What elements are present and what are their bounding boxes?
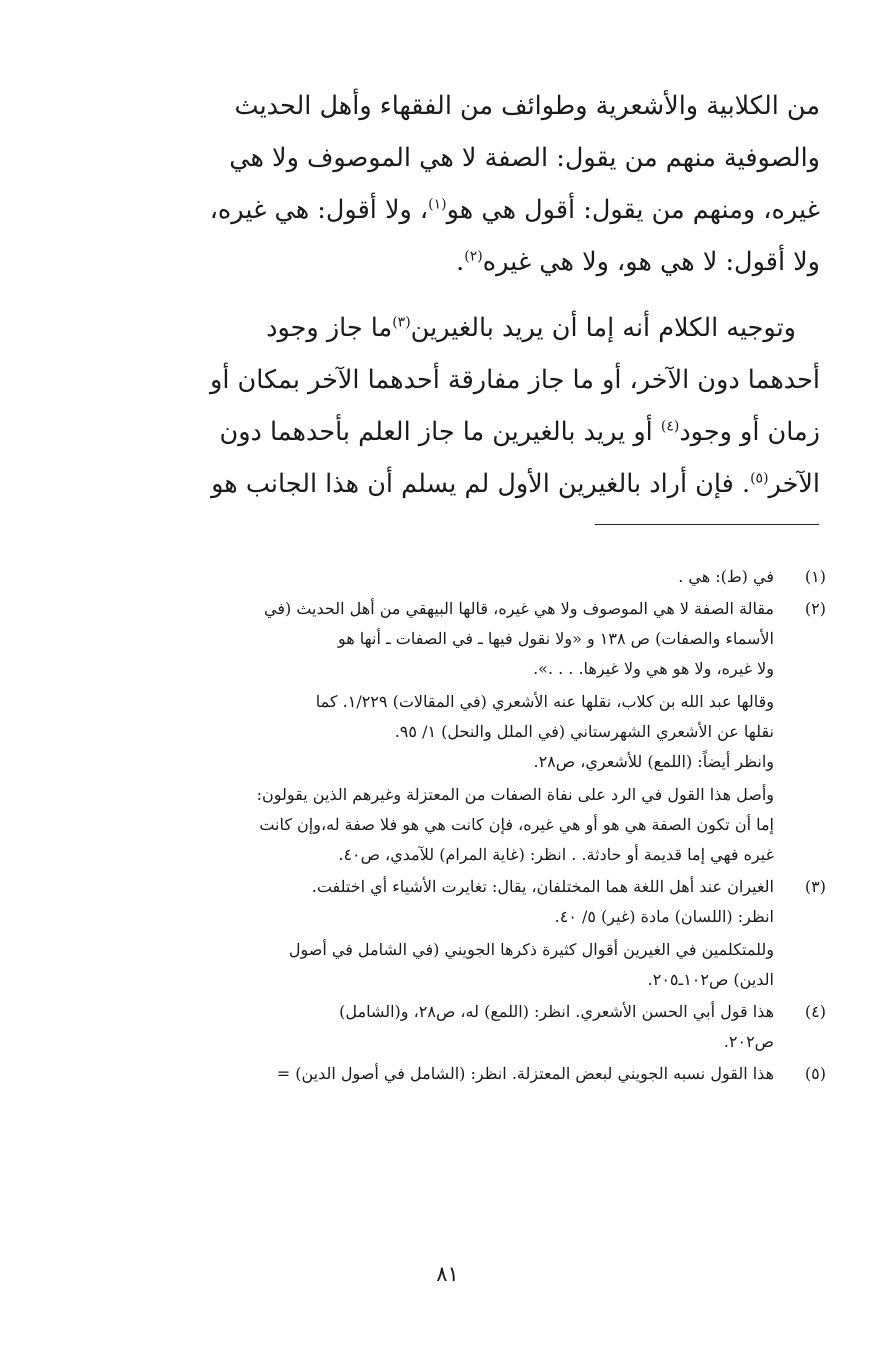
footnote-ref-2[interactable]: (٢)	[464, 248, 483, 265]
page-number: ٨١	[436, 1262, 459, 1286]
footnote-line: هذا القول نسبه الجويني لبعض المعتزلة. انظر: (الشامل في أصول الدين) =	[276, 1064, 774, 1083]
footnote-number: (٣)	[804, 877, 826, 896]
footnote-line: الأسماء والصفات) ص ١٣٨ و «ولا نقول فيها ـ في الصفات ـ أنها هو	[337, 629, 774, 648]
footnote-line: مقالة الصفة لا هي الموصوف ولا هي غيره، قالها البيهقي من أهل الحديث (في	[264, 599, 774, 618]
main-line: الآخر	[768, 469, 820, 499]
main-line: ولا أقول: لا هي هو، ولا هي غيره	[482, 247, 820, 277]
main-text	[148, 80, 820, 510]
footnote-ref-1[interactable]: (١)	[428, 196, 447, 213]
main-paragraph-1	[148, 80, 820, 288]
footnotes	[148, 562, 826, 1091]
footnote-number: (١)	[804, 567, 826, 586]
footnote-number: (٢)	[804, 599, 826, 618]
footnote-line: وانظر أيضاً: (اللمع) للأشعري، ص٢٨.	[533, 752, 774, 771]
main-line: أو يريد بالغيرين ما جاز العلم بأحدهما دون	[219, 417, 661, 447]
main-line: والصوفية منهم من يقول: الصفة لا هي الموصوف ولا هي	[229, 143, 820, 173]
main-line: . فإن أراد بالغيرين الأول لم يسلم أن هذا الجانب هو	[211, 469, 751, 499]
footnote-3	[148, 872, 826, 995]
footnote-line: وقالها عبد الله بن كلاب، نقلها عنه الأشعري (في المقالات) ١/٢٢٩. كما	[315, 692, 774, 711]
footnote-ref-4[interactable]: (٤)	[660, 418, 680, 435]
footnote-4	[148, 997, 826, 1057]
footnote-ref-3[interactable]: (٣)	[392, 314, 411, 331]
footnote-1	[148, 562, 826, 592]
footnote-line: انظر: (اللسان) مادة (غير) ٥/ ٤٠.	[554, 907, 774, 926]
footnote-5	[148, 1059, 826, 1089]
main-paragraph-2	[148, 302, 820, 510]
footnote-line: في (ط): هي .	[678, 567, 774, 586]
footnote-ref-5[interactable]: (٥)	[750, 470, 769, 487]
footnote-line: نقلها عن الأشعري الشهرستاني (في الملل والنحل) ١/ ٩٥.	[394, 722, 774, 741]
main-line: وتوجيه الكلام أنه إما أن يريد بالغيرين	[410, 313, 796, 343]
footnote-2	[148, 594, 826, 870]
main-line: ، ولا أقول: هي غيره،	[209, 195, 429, 225]
footnote-line: الغيران عند أهل اللغة هما المختلفان، يقال: تغايرت الأشياء أي اختلفت.	[311, 877, 774, 896]
main-line: .	[456, 247, 465, 277]
footnote-number: (٥)	[804, 1064, 826, 1083]
main-line: ما جاز وجود	[266, 313, 393, 343]
footnote-line: إما أن تكون الصفة هي هو أو هي غيره، فإن كانت هي هو فلا صفة له،وإن كانت	[259, 815, 774, 834]
main-line: من الكلابية والأشعرية وطوائف من الفقهاء وأهل الحديث	[234, 91, 820, 121]
footnote-line: وللمتكلمين في الغيرين أقوال كثيرة ذكرها الجويني (في الشامل في أصول	[288, 940, 774, 959]
footnote-number: (٤)	[804, 1002, 826, 1021]
footnote-separator	[595, 524, 819, 525]
main-line: زمان أو وجود	[679, 417, 820, 447]
footnote-line: ولا غيره، ولا هو هي ولا غيرها. . . .».	[533, 659, 774, 678]
footnote-line: غيره فهي إما قديمة أو حادثة. . انظر: (غاية المرام) للآمدي، ص٤٠.	[338, 845, 774, 864]
footnote-line: هذا قول أبي الحسن الأشعري. انظر: (اللمع) له، ص٢٨، و(الشامل)	[339, 1002, 774, 1021]
footnote-line: وأصل هذا القول في الرد على نفاة الصفات من المعتزلة وغيرهم الذين يقولون:	[256, 785, 774, 804]
main-line: غيره، ومنهم من يقول: أقول هي هو	[446, 195, 820, 225]
main-line: أحدهما دون الآخر، أو ما جاز مفارقة أحدهما الآخر بمكان أو	[210, 365, 820, 395]
footnote-line: الدين) ص١٠٢ـ٢٠٥.	[647, 970, 774, 989]
footnote-line: ص٢٠٢.	[723, 1032, 774, 1051]
